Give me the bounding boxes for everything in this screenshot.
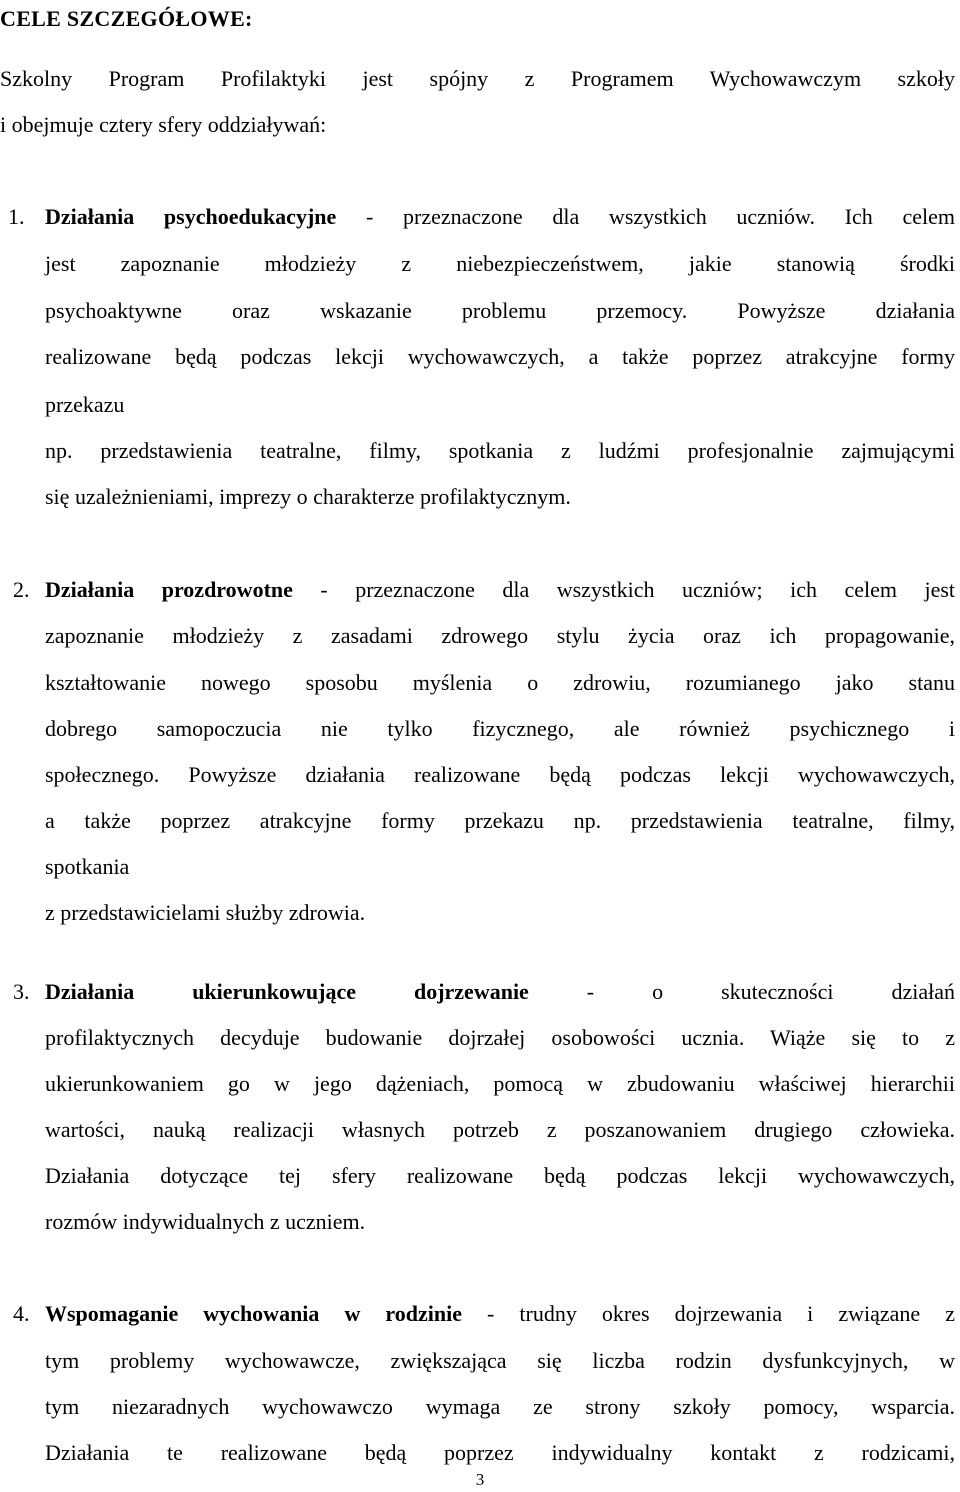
list-item-line: dobrego samopoczucia nie tylko fizycznego, ale również psychicznego i <box>45 716 955 741</box>
list-item-line: kształtowanie nowego sposobu myślenia o zdrowiu, rozumianego jako stanu <box>45 670 955 695</box>
list-item-title: Wspomaganie wychowania w rodzinie <box>45 1301 462 1326</box>
list-item-line: spotkania <box>45 854 130 879</box>
list-number: 1. <box>8 204 25 229</box>
list-item-line: rozmów indywidualnych z uczniem. <box>45 1209 366 1234</box>
list-item-line: zapoznanie młodzieży z zasadami zdrowego stylu życia oraz ich propagowanie, <box>45 623 955 648</box>
list-item-line: np. przedstawienia teatralne, filmy, spotkania z ludźmi profesjonalnie zajmującymi <box>45 438 955 463</box>
list-item-line: ukierunkowaniem go w jego dążeniach, pomocą w zbudowaniu właściwej hierarchii <box>45 1071 955 1096</box>
list-item-line: z przedstawicielami służby zdrowia. <box>45 900 366 925</box>
list-item-text: - trudny okres dojrzewania i związane z <box>462 1301 955 1326</box>
section-heading: CELE SZCZEGÓŁOWE: <box>0 6 253 31</box>
list-item-line: profilaktycznych decyduje budowanie dojrzałej osobowości ucznia. Wiąże się to z <box>45 1025 955 1050</box>
intro-line: Szkolny Program Profilaktyki jest spójny z Programem Wychowawczym szkoły <box>0 66 955 91</box>
list-item-line: realizowane będą podczas lekcji wychowawczych, a także poprzez atrakcyjne formy <box>45 344 955 369</box>
list-item-line: a także poprzez atrakcyjne formy przekazu np. przedstawienia teatralne, filmy, <box>45 808 955 833</box>
list-item-line: Działania dotyczące tej sfery realizowane będą podczas lekcji wychowawczych, <box>45 1163 955 1188</box>
list-item-text: - przeznaczone dla wszystkich uczniów. Ich celem <box>336 204 955 229</box>
list-item-line: tym niezaradnych wychowawczo wymaga ze strony szkoły pomocy, wsparcia. <box>45 1394 955 1419</box>
list-item-line <box>45 575 955 605</box>
list-number: 2. <box>13 577 30 602</box>
list-item-line: Działania te realizowane będą poprzez indywidualny kontakt z rodzicami, <box>45 1440 955 1465</box>
page-number: 3 <box>475 1470 485 1489</box>
list-item-line <box>45 1299 955 1329</box>
list-item-line: się uzależnieniami, imprezy o charakterze profilaktycznym. <box>45 484 571 509</box>
list-number: 3. <box>13 979 30 1004</box>
list-item-title: Działania ukierunkowujące dojrzewanie <box>45 979 529 1004</box>
list-item-title: Działania psychoedukacyjne <box>45 204 337 229</box>
list-item-text: - o skuteczności działań <box>528 979 955 1004</box>
list-item-line: społecznego. Powyższe działania realizowane będą podczas lekcji wychowawczych, <box>45 762 955 787</box>
list-item-line <box>45 202 955 232</box>
list-item-line: psychoaktywne oraz wskazanie problemu przemocy. Powyższe działania <box>45 298 955 323</box>
list-number: 4. <box>13 1301 30 1326</box>
list-item-line: przekazu <box>45 392 125 417</box>
list-item-line <box>45 977 955 1007</box>
list-item-title: Działania prozdrowotne <box>45 577 293 602</box>
intro-line: i obejmuje cztery sfery oddziaływań: <box>0 112 327 137</box>
list-item-line: wartości, nauką realizacji własnych potrzeb z poszanowaniem drugiego człowieka. <box>45 1117 955 1142</box>
list-item-text: - przeznaczone dla wszystkich uczniów; ich celem jest <box>292 577 956 602</box>
list-item-line: jest zapoznanie młodzieży z niebezpieczeństwem, jakie stanowią środki <box>45 251 955 276</box>
list-item-line: tym problemy wychowawcze, zwiększająca się liczba rodzin dysfunkcyjnych, w <box>45 1348 955 1373</box>
